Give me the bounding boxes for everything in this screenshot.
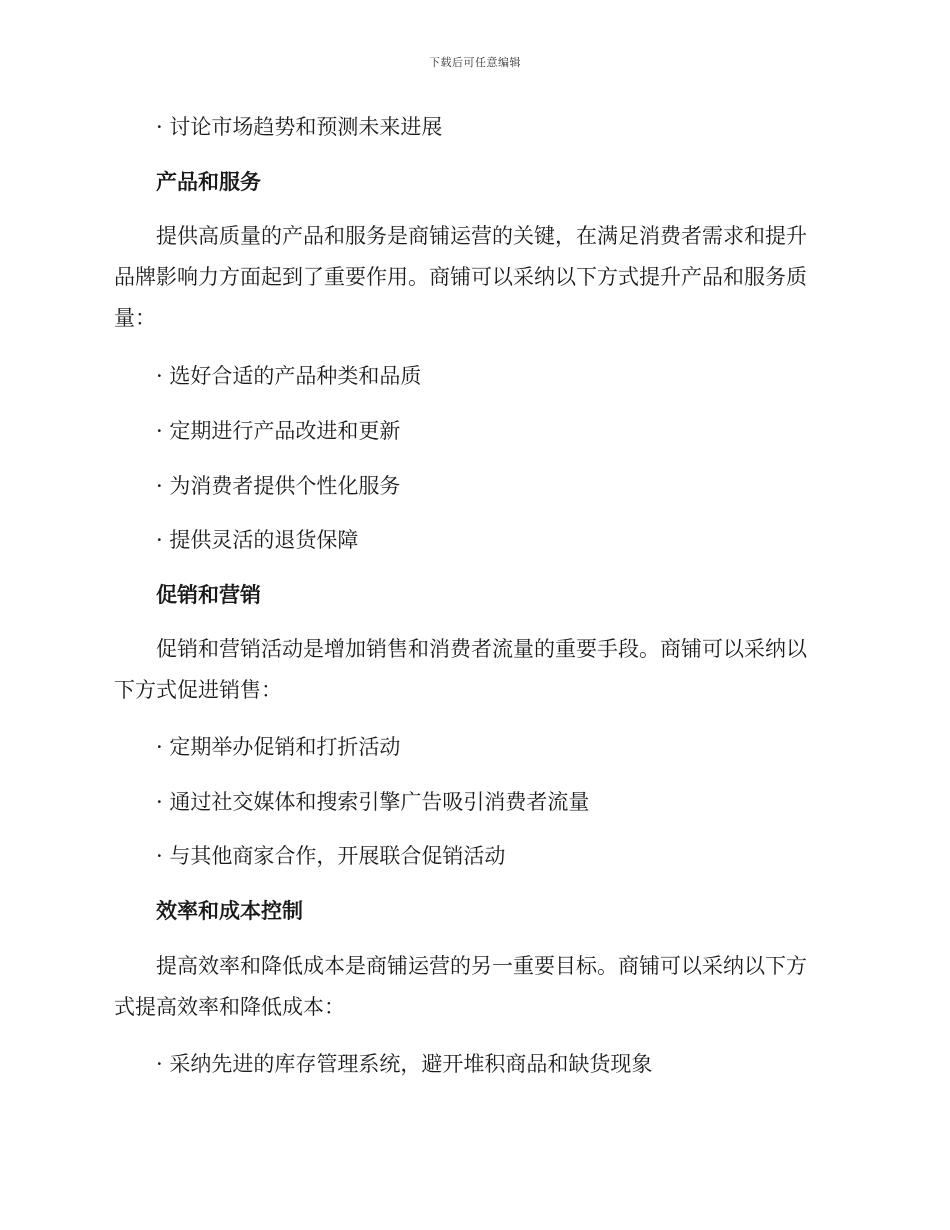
paragraph-products xyxy=(114,216,830,339)
section-heading-promotion: 促销和营销 xyxy=(156,583,261,607)
list-item: · 定期举办促销和打折活动 xyxy=(156,735,401,759)
list-item: · 为消费者提供个性化服务 xyxy=(156,474,401,498)
paragraph-line: 品牌影响力方面起到了重要作用。商铺可以采纳以下方式提升产品和服务质 xyxy=(114,265,807,289)
paragraph-line: 量： xyxy=(114,306,156,330)
header-note: 下载后可任意编辑 xyxy=(429,56,521,69)
paragraph-line: 促销和营销活动是增加销售和消费者流量的重要手段。商铺可以采纳以 xyxy=(156,637,807,661)
list-item: · 定期进行产品改进和更新 xyxy=(156,419,401,443)
paragraph-line: 式提高效率和降低成本： xyxy=(114,995,345,1019)
paragraph-line: 提高效率和降低成本是商铺运营的另一重要目标。商铺可以采纳以下方 xyxy=(156,954,807,978)
list-item: · 与其他商家合作，开展联合促销活动 xyxy=(156,844,506,868)
list-item: · 采纳先进的库存管理系统，避开堆积商品和缺货现象 xyxy=(156,1052,653,1076)
section-heading-efficiency: 效率和成本控制 xyxy=(156,899,303,923)
list-item: · 通过社交媒体和搜索引擎广告吸引消费者流量 xyxy=(156,790,590,814)
section-heading-products: 产品和服务 xyxy=(156,170,261,194)
paragraph-line: 提供高质量的产品和服务是商铺运营的关键，在满足消费者需求和提升 xyxy=(156,224,807,248)
paragraph-efficiency xyxy=(114,946,830,1028)
list-item: · 提供灵活的退货保障 xyxy=(156,528,359,552)
list-item: · 选好合适的产品种类和品质 xyxy=(156,364,422,388)
paragraph-promotion xyxy=(114,629,830,711)
list-item: · 讨论市场趋势和预测未来进展 xyxy=(156,115,443,139)
paragraph-line: 下方式促进销售： xyxy=(114,678,282,702)
